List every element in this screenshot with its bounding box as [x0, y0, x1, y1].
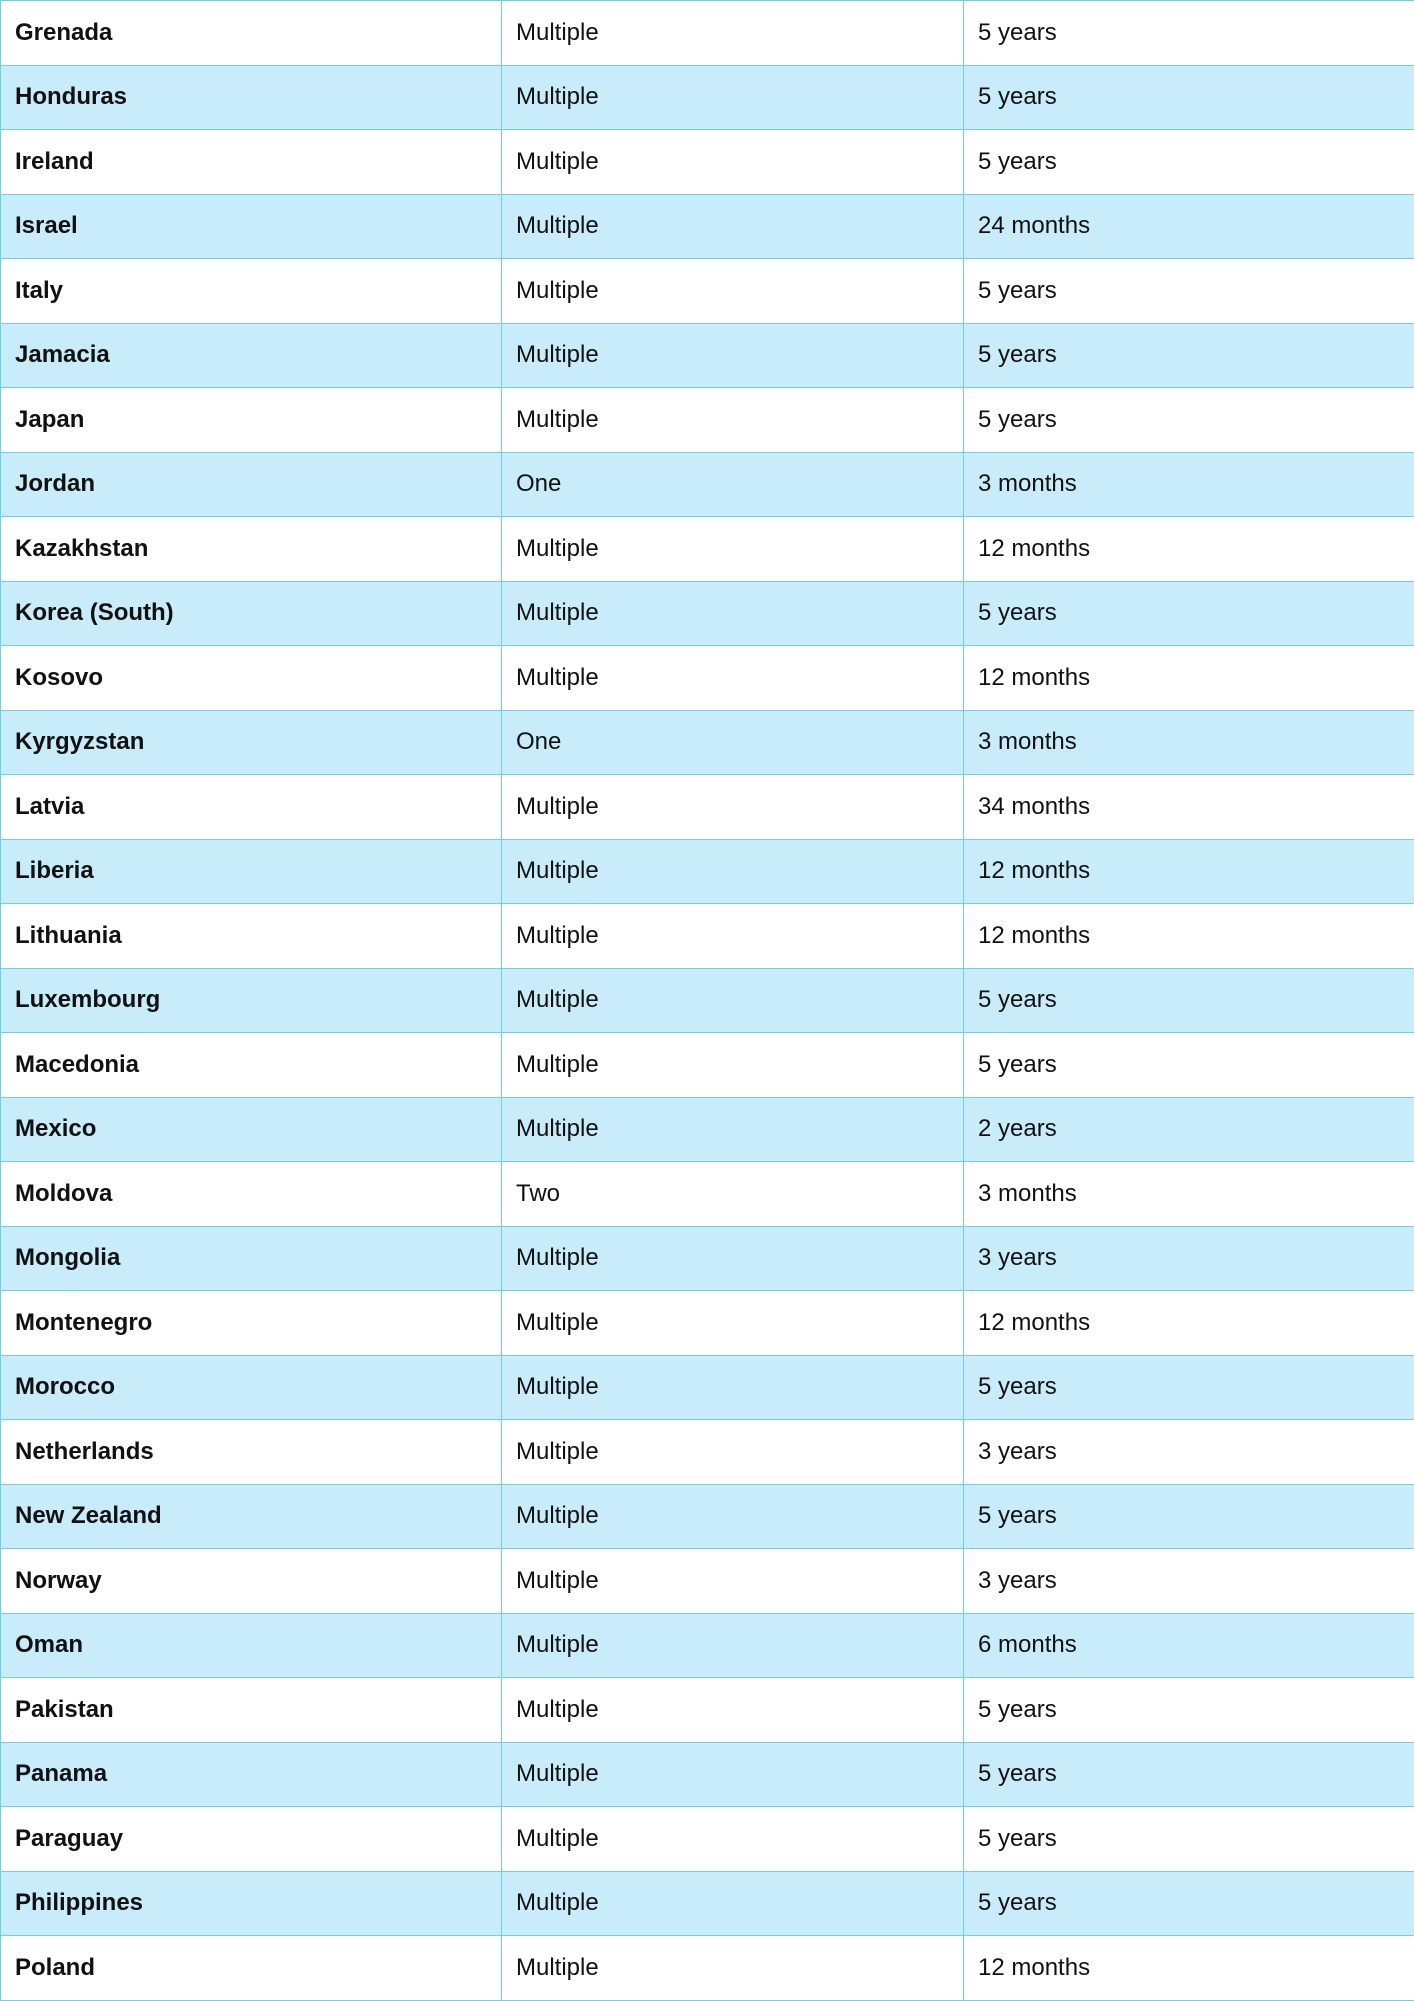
- entries-cell: Multiple: [502, 904, 964, 969]
- entries-cell: Multiple: [502, 1033, 964, 1098]
- country-cell: Liberia: [1, 839, 502, 904]
- country-cell: Paraguay: [1, 1807, 502, 1872]
- table-row: [1, 452, 1414, 517]
- entries-cell: Multiple: [502, 1355, 964, 1420]
- entries-cell: Multiple: [502, 1742, 964, 1807]
- validity-cell: 6 months: [964, 1613, 1414, 1678]
- entries-cell: Multiple: [502, 259, 964, 324]
- table-row: [1, 1033, 1414, 1098]
- country-cell: Morocco: [1, 1355, 502, 1420]
- country-cell: Kosovo: [1, 646, 502, 711]
- table-row: [1, 1613, 1414, 1678]
- validity-cell: 2 years: [964, 1097, 1414, 1162]
- validity-cell: 5 years: [964, 388, 1414, 453]
- table-row: [1, 1871, 1414, 1936]
- table-row: [1, 904, 1414, 969]
- table-row: [1, 839, 1414, 904]
- entries-cell: Multiple: [502, 1291, 964, 1356]
- country-cell: Luxembourg: [1, 968, 502, 1033]
- entries-cell: Multiple: [502, 1097, 964, 1162]
- entries-cell: Multiple: [502, 323, 964, 388]
- table-row: [1, 1936, 1414, 2001]
- validity-cell: 34 months: [964, 775, 1414, 840]
- country-cell: Israel: [1, 194, 502, 259]
- validity-cell: 12 months: [964, 646, 1414, 711]
- entries-cell: Multiple: [502, 1420, 964, 1485]
- table-row: [1, 1291, 1414, 1356]
- entries-cell: Multiple: [502, 1484, 964, 1549]
- country-cell: Norway: [1, 1549, 502, 1614]
- table-row: [1, 1678, 1414, 1743]
- entries-cell: One: [502, 710, 964, 775]
- validity-cell: 3 years: [964, 1226, 1414, 1291]
- validity-cell: 5 years: [964, 259, 1414, 324]
- table-row: [1, 710, 1414, 775]
- table-row: [1, 775, 1414, 840]
- table-row: [1, 259, 1414, 324]
- country-cell: Korea (South): [1, 581, 502, 646]
- table-row: [1, 581, 1414, 646]
- validity-cell: 5 years: [964, 1807, 1414, 1872]
- validity-cell: 3 months: [964, 710, 1414, 775]
- validity-cell: 5 years: [964, 1742, 1414, 1807]
- table-row: [1, 65, 1414, 130]
- table-row: [1, 194, 1414, 259]
- table-row: [1, 1, 1414, 66]
- validity-cell: 5 years: [964, 1033, 1414, 1098]
- table-row: [1, 1097, 1414, 1162]
- visa-table-body: [1, 1, 1414, 2001]
- validity-cell: 5 years: [964, 323, 1414, 388]
- validity-cell: 5 years: [964, 968, 1414, 1033]
- validity-cell: 5 years: [964, 581, 1414, 646]
- entries-cell: One: [502, 452, 964, 517]
- validity-cell: 5 years: [964, 1355, 1414, 1420]
- validity-cell: 3 months: [964, 452, 1414, 517]
- country-cell: Jordan: [1, 452, 502, 517]
- table-row: [1, 1807, 1414, 1872]
- entries-cell: Multiple: [502, 646, 964, 711]
- validity-cell: 5 years: [964, 1, 1414, 66]
- entries-cell: Multiple: [502, 1549, 964, 1614]
- country-cell: Ireland: [1, 130, 502, 195]
- country-cell: Pakistan: [1, 1678, 502, 1743]
- table-row: [1, 323, 1414, 388]
- entries-cell: Multiple: [502, 1, 964, 66]
- country-cell: Netherlands: [1, 1420, 502, 1485]
- country-cell: Panama: [1, 1742, 502, 1807]
- country-cell: Poland: [1, 1936, 502, 2001]
- country-cell: Mongolia: [1, 1226, 502, 1291]
- country-cell: Macedonia: [1, 1033, 502, 1098]
- country-cell: Jamacia: [1, 323, 502, 388]
- table-row: [1, 646, 1414, 711]
- validity-cell: 5 years: [964, 1678, 1414, 1743]
- entries-cell: Multiple: [502, 839, 964, 904]
- entries-cell: Multiple: [502, 194, 964, 259]
- entries-cell: Multiple: [502, 130, 964, 195]
- table-row: [1, 1355, 1414, 1420]
- entries-cell: Multiple: [502, 388, 964, 453]
- table-row: [1, 1549, 1414, 1614]
- table-row: [1, 1484, 1414, 1549]
- entries-cell: Two: [502, 1162, 964, 1227]
- entries-cell: Multiple: [502, 1613, 964, 1678]
- table-row: [1, 1226, 1414, 1291]
- country-cell: Latvia: [1, 775, 502, 840]
- entries-cell: Multiple: [502, 968, 964, 1033]
- country-cell: Montenegro: [1, 1291, 502, 1356]
- entries-cell: Multiple: [502, 65, 964, 130]
- table-row: [1, 968, 1414, 1033]
- validity-cell: 3 years: [964, 1549, 1414, 1614]
- table-row: [1, 517, 1414, 582]
- validity-cell: 3 months: [964, 1162, 1414, 1227]
- validity-cell: 3 years: [964, 1420, 1414, 1485]
- entries-cell: Multiple: [502, 1936, 964, 2001]
- validity-cell: 5 years: [964, 1871, 1414, 1936]
- validity-cell: 12 months: [964, 839, 1414, 904]
- validity-cell: 12 months: [964, 517, 1414, 582]
- validity-cell: 5 years: [964, 65, 1414, 130]
- validity-cell: 5 years: [964, 130, 1414, 195]
- validity-cell: 12 months: [964, 1291, 1414, 1356]
- country-cell: Kazakhstan: [1, 517, 502, 582]
- country-cell: Italy: [1, 259, 502, 324]
- country-cell: Philippines: [1, 1871, 502, 1936]
- validity-cell: 24 months: [964, 194, 1414, 259]
- country-cell: Grenada: [1, 1, 502, 66]
- country-cell: New Zealand: [1, 1484, 502, 1549]
- country-cell: Lithuania: [1, 904, 502, 969]
- entries-cell: Multiple: [502, 517, 964, 582]
- validity-cell: 5 years: [964, 1484, 1414, 1549]
- entries-cell: Multiple: [502, 775, 964, 840]
- table-row: [1, 1162, 1414, 1227]
- entries-cell: Multiple: [502, 1807, 964, 1872]
- table-row: [1, 1420, 1414, 1485]
- country-cell: Kyrgyzstan: [1, 710, 502, 775]
- table-row: [1, 130, 1414, 195]
- table-row: [1, 1742, 1414, 1807]
- entries-cell: Multiple: [502, 1678, 964, 1743]
- table-row: [1, 388, 1414, 453]
- country-cell: Oman: [1, 1613, 502, 1678]
- validity-cell: 12 months: [964, 1936, 1414, 2001]
- entries-cell: Multiple: [502, 1871, 964, 1936]
- validity-cell: 12 months: [964, 904, 1414, 969]
- entries-cell: Multiple: [502, 1226, 964, 1291]
- country-cell: Moldova: [1, 1162, 502, 1227]
- country-cell: Honduras: [1, 65, 502, 130]
- country-cell: Japan: [1, 388, 502, 453]
- entries-cell: Multiple: [502, 581, 964, 646]
- country-cell: Mexico: [1, 1097, 502, 1162]
